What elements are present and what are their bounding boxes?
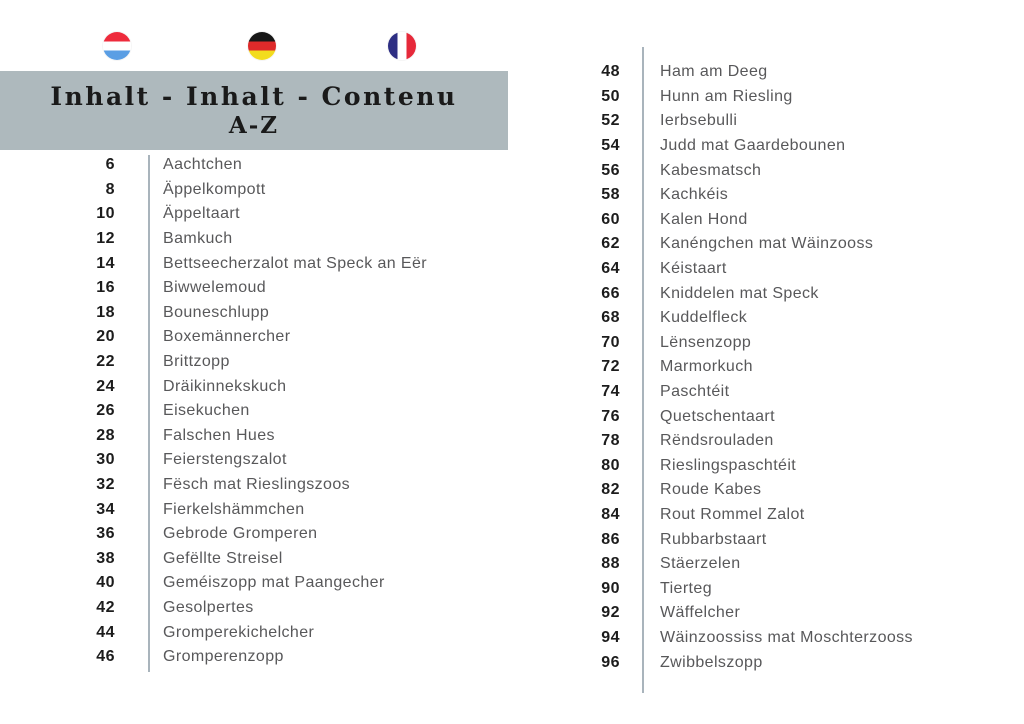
toc-entry-page-number: 36 [96, 525, 115, 543]
toc-entry [0, 620, 530, 645]
toc-entry-title: Kabesmatsch [660, 161, 762, 179]
toc-entry [540, 109, 1024, 134]
toc-entry [540, 650, 1024, 675]
toc-entry [0, 473, 530, 498]
toc-entry [0, 153, 530, 178]
toc-entry [540, 576, 1024, 601]
toc-entry-page-number: 88 [601, 555, 620, 573]
toc-entry-title: Äppeltaart [163, 205, 240, 223]
toc-entry-title: Kéistaart [660, 260, 727, 278]
toc-entry-page-number: 74 [601, 383, 620, 401]
toc-entry [540, 478, 1024, 503]
toc-entry [540, 626, 1024, 651]
toc-entry-title: Rëndsrouladen [660, 432, 774, 450]
toc-entry [540, 158, 1024, 183]
toc-entry-title: Marmorkuch [660, 358, 753, 376]
toc-entry-page-number: 58 [601, 186, 620, 204]
toc-entry-title: Kachkéis [660, 186, 729, 204]
toc-entry [540, 281, 1024, 306]
toc-entry-page-number: 42 [96, 598, 115, 616]
toc-entry-page-number: 20 [96, 328, 115, 346]
toc-entry-page-number: 44 [96, 623, 115, 641]
toc-entry-page-number: 78 [601, 432, 620, 450]
toc-entry [540, 85, 1024, 110]
toc-entry [540, 306, 1024, 331]
toc-entry [0, 227, 530, 252]
france-flag-icon [388, 32, 416, 60]
toc-entry-title: Rout Rommel Zalot [660, 505, 805, 523]
toc-entry [0, 448, 530, 473]
toc-entry-page-number: 46 [96, 648, 115, 666]
toc-entry-title: Wäffelcher [660, 604, 741, 622]
toc-entry-title: Rubbarbstaart [660, 530, 767, 548]
toc-entry-page-number: 50 [601, 87, 620, 105]
toc-entry [540, 429, 1024, 454]
toc-entry-title: Aachtchen [163, 156, 243, 174]
toc-entry-page-number: 16 [96, 279, 115, 297]
toc-entry-title: Ierbsebulli [660, 112, 738, 130]
toc-entry-title: Gebrode Gromperen [163, 525, 318, 543]
toc-entry-title: Dräikinnekskuch [163, 377, 287, 395]
toc-entry [540, 380, 1024, 405]
toc-entry-title: Judd mat Gaardebounen [660, 137, 846, 155]
toc-entry-page-number: 32 [96, 476, 115, 494]
toc-entry-page-number: 28 [96, 426, 115, 444]
toc-entry [0, 325, 530, 350]
toc-entry-page-number: 66 [601, 284, 620, 302]
toc-entry [0, 276, 530, 301]
luxembourg-flag-icon [103, 32, 131, 60]
column-divider [148, 155, 150, 672]
toc-entry-page-number: 92 [601, 604, 620, 622]
toc-entry [540, 134, 1024, 159]
toc-entry-title: Stäerzelen [660, 555, 741, 573]
toc-entry-title: Wäinzoossiss mat Moschterzooss [660, 628, 913, 646]
title-banner [0, 71, 508, 150]
toc-entry [0, 497, 530, 522]
toc-column-left [0, 153, 530, 669]
toc-entry-title: Paschtéit [660, 383, 730, 401]
toc-entry [540, 208, 1024, 233]
toc-entry-page-number: 14 [96, 254, 115, 272]
toc-entry-page-number: 12 [96, 230, 115, 248]
toc-entry-title: Gefëllte Streisel [163, 549, 283, 567]
toc-entry [540, 257, 1024, 282]
toc-entry-page-number: 70 [601, 333, 620, 351]
toc-entry [0, 522, 530, 547]
toc-entry [0, 424, 530, 449]
toc-entry-page-number: 48 [601, 63, 620, 81]
toc-entry-title: Kuddelfleck [660, 309, 748, 327]
toc-entry-title: Fësch mat Rieslingszoos [163, 476, 351, 494]
toc-entry-page-number: 76 [601, 407, 620, 425]
toc-entry-page-number: 52 [601, 112, 620, 130]
toc-entry-title: Gromperekichelcher [163, 623, 315, 641]
toc-entry [540, 232, 1024, 257]
toc-entry-page-number: 6 [105, 156, 115, 174]
toc-entry-title: Kniddelen mat Speck [660, 284, 819, 302]
toc-entry-title: Feierstengszalot [163, 451, 287, 469]
toc-entry-page-number: 64 [601, 260, 620, 278]
toc-entry-title: Rieslingspaschtéit [660, 456, 797, 474]
toc-entry [540, 404, 1024, 429]
toc-entry [540, 60, 1024, 85]
toc-entry-page-number: 82 [601, 481, 620, 499]
toc-entry-title: Kalen Hond [660, 210, 748, 228]
toc-entry-page-number: 26 [96, 402, 115, 420]
toc-entry-page-number: 40 [96, 574, 115, 592]
toc-entry [0, 571, 530, 596]
toc-entry [540, 355, 1024, 380]
toc-entry-title: Roude Kabes [660, 481, 762, 499]
toc-entry [540, 331, 1024, 356]
toc-entry-page-number: 90 [601, 579, 620, 597]
toc-entry [0, 350, 530, 375]
toc-entry [0, 645, 530, 670]
toc-entry-page-number: 72 [601, 358, 620, 376]
toc-entry [0, 596, 530, 621]
page-title: Inhalt - Inhalt - Contenu [50, 82, 458, 111]
toc-entry-title: Zwibbelszopp [660, 653, 763, 671]
toc-entry-page-number: 8 [105, 180, 115, 198]
toc-entry-title: Gromperenzopp [163, 648, 284, 666]
toc-entry-page-number: 62 [601, 235, 620, 253]
toc-entry-title: Biwwelemoud [163, 279, 267, 297]
toc-entry-page-number: 56 [601, 161, 620, 179]
toc-entry-page-number: 86 [601, 530, 620, 548]
germany-flag-icon [248, 32, 276, 60]
toc-entry-title: Eisekuchen [163, 402, 250, 420]
toc-entry-title: Lënsenzopp [660, 333, 752, 351]
toc-entry-title: Äppelkompott [163, 180, 266, 198]
toc-entry-title: Ham am Deeg [660, 63, 768, 81]
toc-entry-page-number: 96 [601, 653, 620, 671]
toc-column-right [540, 60, 1024, 675]
toc-entry [540, 454, 1024, 479]
toc-entry [0, 374, 530, 399]
toc-entry-page-number: 84 [601, 505, 620, 523]
toc-entries-left [0, 153, 530, 669]
toc-entries-right [540, 60, 1024, 675]
toc-entry-page-number: 94 [601, 628, 620, 646]
toc-entry-title: Bamkuch [163, 230, 233, 248]
column-divider [642, 47, 644, 693]
toc-entry-page-number: 34 [96, 500, 115, 518]
toc-entry-page-number: 38 [96, 549, 115, 567]
toc-entry-title: Quetschentaart [660, 407, 775, 425]
toc-entry-title: Kanéngchen mat Wäinzooss [660, 235, 874, 253]
toc-entry [0, 251, 530, 276]
toc-entry [540, 552, 1024, 577]
toc-entry-page-number: 10 [96, 205, 115, 223]
toc-entry [0, 547, 530, 572]
toc-entry-page-number: 68 [601, 309, 620, 327]
toc-entry-title: Gesolpertes [163, 598, 254, 616]
toc-entry-page-number: 22 [96, 353, 115, 371]
toc-entry-page-number: 30 [96, 451, 115, 469]
toc-entry-title: Boxemännercher [163, 328, 291, 346]
toc-entry-page-number: 54 [601, 137, 620, 155]
toc-entry-title: Falschen Hues [163, 426, 275, 444]
toc-entry-page-number: 60 [601, 210, 620, 228]
toc-entry [540, 503, 1024, 528]
toc-entry [0, 178, 530, 203]
toc-entry [540, 183, 1024, 208]
page-subtitle: A-Z [228, 112, 280, 139]
toc-entry [0, 399, 530, 424]
toc-entry-page-number: 24 [96, 377, 115, 395]
toc-entry-title: Bouneschlupp [163, 303, 270, 321]
toc-entry-title: Fierkelshämmchen [163, 500, 305, 518]
toc-entry-title: Tierteg [660, 579, 713, 597]
toc-entry-title: Hunn am Riesling [660, 87, 793, 105]
toc-entry-page-number: 80 [601, 456, 620, 474]
toc-entry [0, 202, 530, 227]
toc-entry [540, 527, 1024, 552]
toc-entry-page-number: 18 [96, 303, 115, 321]
toc-entry-title: Brittzopp [163, 353, 230, 371]
toc-entry-title: Bettseecherzalot mat Speck an Eër [163, 254, 427, 272]
toc-entry-title: Geméiszopp mat Paangecher [163, 574, 385, 592]
toc-entry [540, 601, 1024, 626]
toc-entry [0, 301, 530, 326]
